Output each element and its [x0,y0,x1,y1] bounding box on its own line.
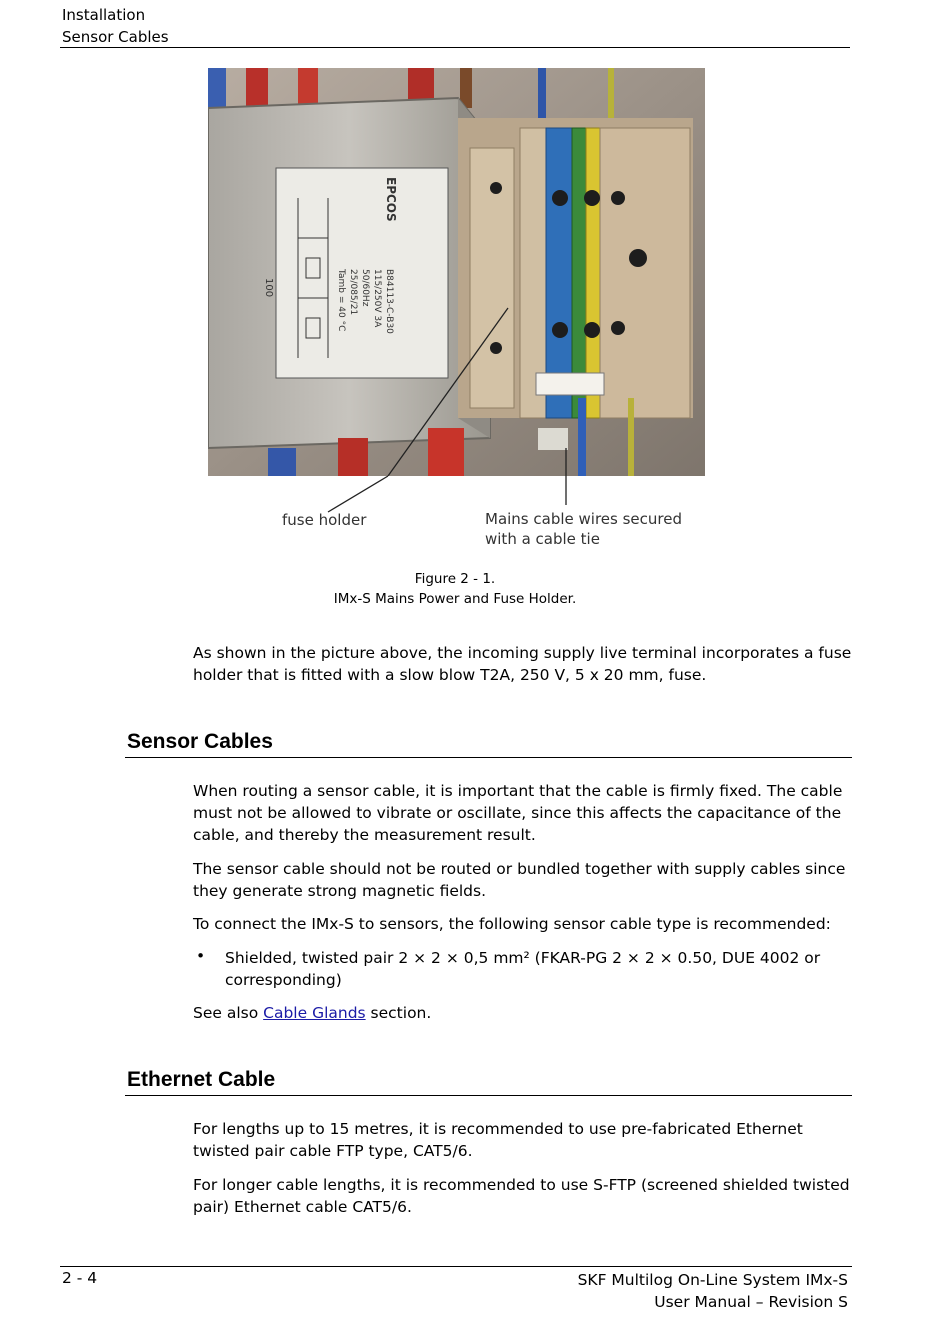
ethernet-paragraph-2: For longer cable lengths, it is recommended to use S-FTP (screened shielded twisted pair) Ethernet cable CAT5/6. [193,1176,850,1216]
ethernet-paragraph-1: For lengths up to 15 metres, it is recommended to use pre-fabricated Ethernet twisted pair cable FTP type, CAT5/6. [193,1120,803,1160]
sensor-cables-paragraph-1: When routing a sensor cable, it is important that the cable is firmly fixed. The cable must not be allowed to vibrate or oscillate, since this affects the capacitance of the cable, and thereby the measurement result. [193,782,843,844]
intro-paragraph: As shown in the picture above, the incoming supply live terminal incorporates a fuse holder that is fitted with a slow blow T2A, 250 V, 5 x 20 mm, fuse. [193,644,852,684]
heading-rule-ethernet-cable [125,1095,852,1096]
sensor-cables-paragraph-2: The sensor cable should not be routed or bundled together with supply cables since they generate strong magnetic fields. [193,860,846,900]
callout-cable-tie-line2: with a cable tie [485,530,600,548]
device-line3: 50/60Hz [360,269,370,307]
header-chapter: Installation [62,6,146,24]
device-bottom-label: 100 [263,278,274,298]
device-line5: Tamb = 40 °C [336,269,346,332]
header-section: Sensor Cables [62,28,169,46]
sensor-cables-paragraph-3: To connect the IMx-S to sensors, the following sensor cable type is recommended: [193,915,831,933]
cable-glands-link[interactable]: Cable Glands [263,1004,366,1022]
figure-title: IMx-S Mains Power and Fuse Holder. [333,591,577,607]
callout-cable-tie [485,509,682,549]
device-line2: 115/250V 3A [372,269,382,328]
heading-sensor-cables: Sensor Cables [127,730,273,753]
heading-ethernet-cable: Ethernet Cable [127,1068,276,1091]
footer-revision: User Manual – Revision S [654,1293,848,1311]
footer-product: SKF Multilog On-Line System IMx-S [577,1271,848,1289]
callout-fuse-holder: fuse holder [282,511,367,529]
footer-rule [60,1266,852,1267]
figure-number: Figure 2 - 1. [414,571,496,587]
heading-rule-sensor-cables [125,757,852,758]
bullet-marker: • [196,947,206,965]
figure-caption [0,569,910,609]
device-line4: 25/085/21 [348,269,358,316]
see-also-suffix: section. [365,1004,432,1022]
page-number: 2 - 4 [62,1269,98,1287]
cable-type-bullet: Shielded, twisted pair 2 × 2 × 0,5 mm² (FKAR-PG 2 × 2 × 0.50, DUE 4002 or corresponding) [225,949,821,989]
see-also-paragraph [193,1002,853,1024]
see-also-prefix: See also [193,1004,264,1022]
callout-cable-tie-line1: Mains cable wires secured [485,510,682,528]
device-line1: B84113-C-B30 [384,269,394,334]
footer-document-title [578,1269,848,1313]
device-brand: EPCOS [384,177,398,222]
callout-lines [0,0,950,560]
